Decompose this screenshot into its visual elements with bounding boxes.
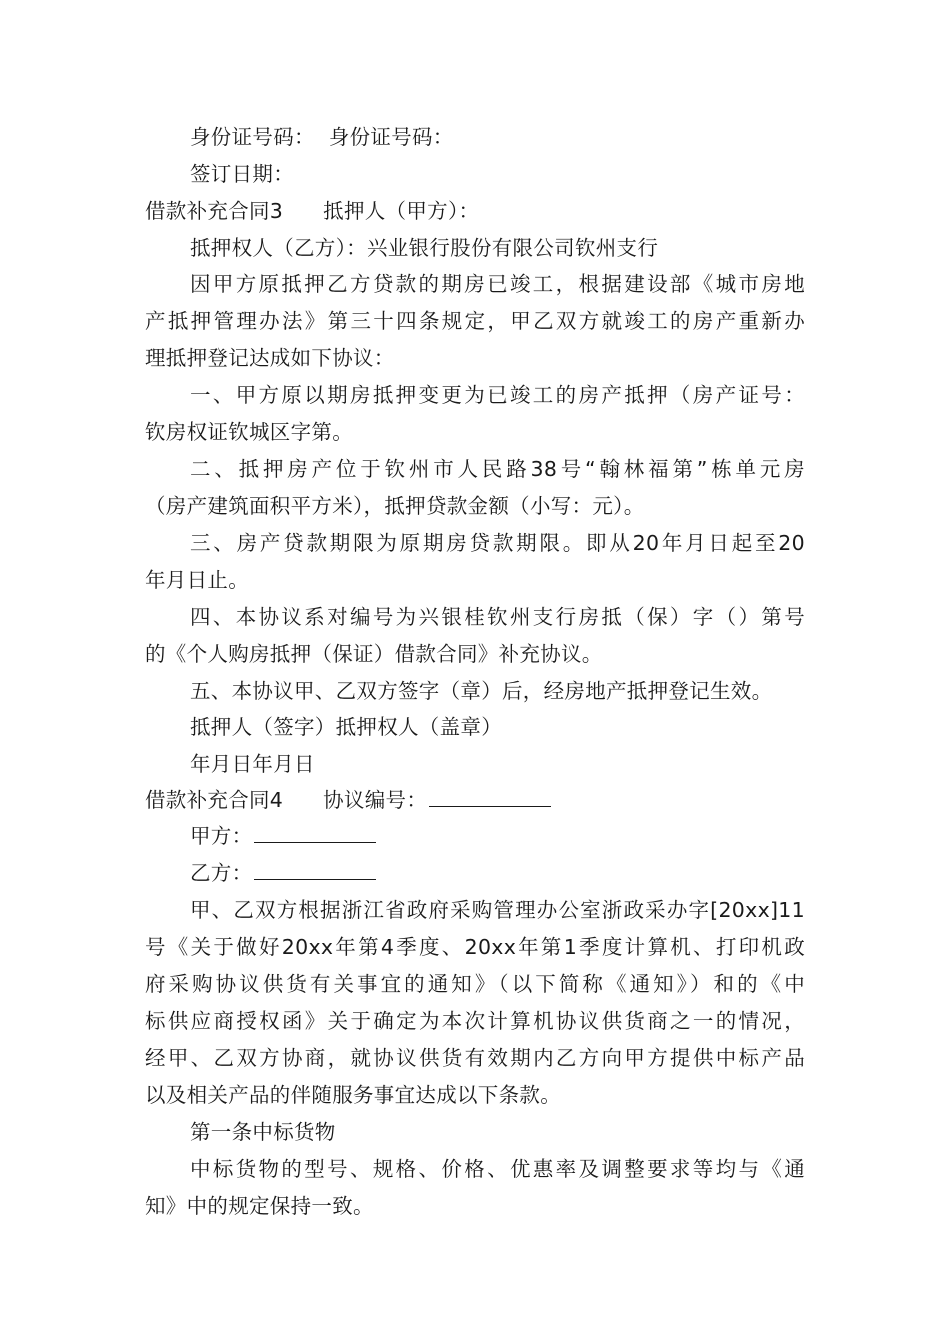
party-a-label: 甲方： — [190, 824, 253, 848]
clause-4-line: 的《个人购房抵押（保证）借款合同》补充协议。 — [145, 642, 603, 666]
id-number-label-a: 身份证号码： — [190, 125, 315, 149]
paragraph-line: 号《关于做好20xx年第4季度、20xx年第1季度计算机、打印机政 — [145, 935, 805, 959]
paragraph-line: 以及相关产品的伴随服务事宜达成以下条款。 — [145, 1083, 561, 1107]
article-1-heading: 第一条中标货物 — [190, 1120, 336, 1144]
party-b-line — [190, 859, 376, 887]
date-line: 年月日年月日 — [190, 752, 315, 776]
clause-5-line: 五、本协议甲、乙双方签字（章）后，经房地产抵押登记生效。 — [190, 679, 773, 703]
paragraph-line: 甲、乙双方根据浙江省政府采购管理办公室浙政采办字[20xx]11 — [190, 898, 805, 922]
mortgagor-label: 抵押人（甲方）： — [323, 199, 480, 223]
contract-4-heading-line — [145, 786, 551, 814]
clause-4-line: 四、本协议系对编号为兴银桂钦州支行房抵（保）字（）第号 — [190, 605, 805, 629]
paragraph-line: 标供应商授权函》关于确定为本次计算机协议供货商之一的情况， — [145, 1009, 805, 1033]
party-a-blank — [254, 822, 376, 843]
clause-3-line: 年月日止。 — [145, 568, 249, 592]
agreement-number-label: 协议编号： — [323, 788, 428, 812]
article-1-line: 知》中的规定保持一致。 — [145, 1194, 374, 1218]
agreement-number-blank — [429, 786, 551, 807]
paragraph-line: 府采购协议供货有关事宜的通知》（以下简称《通知》）和的《中 — [145, 972, 805, 996]
party-a-line — [190, 822, 376, 850]
clause-1-line: 钦房权证钦城区字第。 — [145, 420, 353, 444]
contract-3-title: 借款补充合同3 — [145, 199, 284, 223]
id-number-line — [190, 123, 454, 151]
clause-2-line: （房产建筑面积平方米），抵押贷款金额（小写：元）。 — [145, 494, 645, 518]
party-b-blank — [254, 859, 376, 880]
contract-4-title: 借款补充合同4 — [145, 788, 284, 812]
article-1-line: 中标货物的型号、规格、价格、优惠率及调整要求等均与《通 — [190, 1157, 805, 1181]
clause-1-line: 一、甲方原以期房抵押变更为已竣工的房产抵押（房产证号： — [190, 383, 805, 407]
paragraph-line: 经甲、乙双方协商，就协议供货有效期内乙方向甲方提供中标产品 — [145, 1046, 805, 1070]
paragraph-line: 因甲方原抵押乙方贷款的期房已竣工，根据建设部《城市房地 — [190, 272, 805, 296]
contract-3-heading-line — [145, 197, 479, 225]
mortgagee-line: 抵押权人（乙方）：兴业银行股份有限公司钦州支行 — [190, 236, 659, 260]
signing-date-line: 签订日期： — [190, 162, 294, 186]
party-b-label: 乙方： — [190, 861, 253, 885]
clause-3-line: 三、房产贷款期限为原期房贷款期限。即从20年月日起至20 — [190, 531, 805, 555]
signature-line: 抵押人（签字）抵押权人（盖章） — [190, 715, 502, 739]
paragraph-line: 产抵押管理办法》第三十四条规定，甲乙双方就竣工的房产重新办 — [145, 309, 805, 333]
paragraph-line: 理抵押登记达成如下协议： — [145, 346, 395, 370]
clause-2-line: 二、抵押房产位于钦州市人民路38号“翰林福第”栋单元房 — [190, 457, 805, 481]
id-number-label-b: 身份证号码： — [328, 125, 454, 149]
